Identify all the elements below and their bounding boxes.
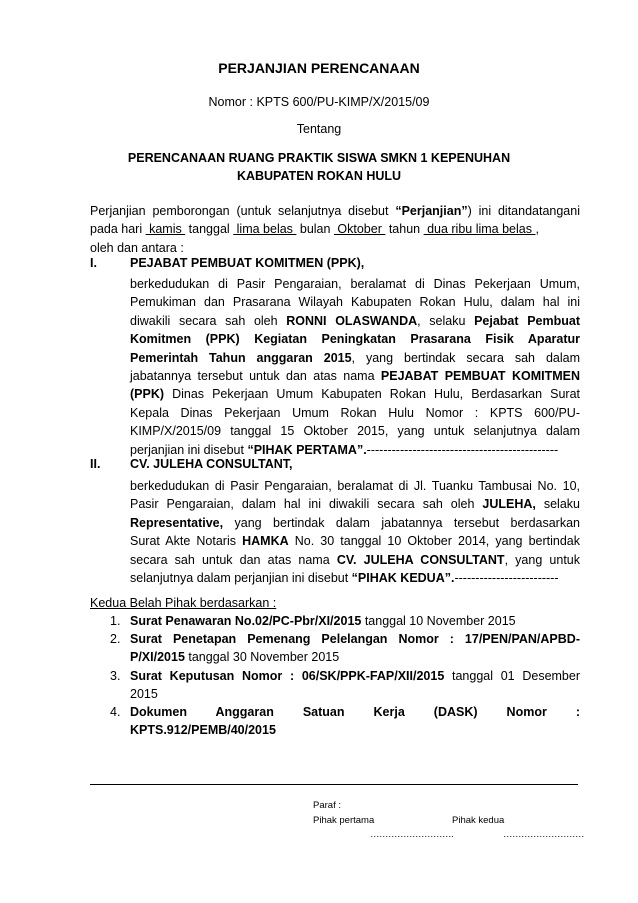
intro-paragraph: [90, 202, 580, 257]
party2-text: No. 30 tanggal 10 Oktober 2014, yang bertindak: [288, 534, 580, 549]
party1-role: Pejabat Pembuat: [474, 313, 580, 328]
party1-text: Dinas Pekerjaan Umum Kabupaten Rokan Hulu, Berdasarkan Surat: [164, 387, 580, 402]
party1-line: [130, 312, 580, 330]
party2-line: [130, 569, 580, 587]
basis-item-4: [110, 703, 580, 740]
pihak-pertama-label: Pihak pertama: [313, 815, 375, 826]
party1-representative: RONNI OLASWANDA: [286, 313, 418, 328]
party1-text: , yang bertindak secara sah dalam: [351, 350, 580, 365]
document-title: PERJANJIAN PERENCANAAN: [218, 60, 420, 76]
party2-text: selaku: [535, 497, 580, 512]
party2-text: yang bertindak dalam jabatannya tersebut berdasarkan: [223, 515, 580, 530]
list-number: 1.: [110, 614, 121, 628]
tentang-label: Tentang: [296, 122, 342, 136]
list-number: 3.: [110, 669, 121, 683]
basis-item-2: [110, 630, 580, 667]
list-item-text: 2015: [130, 687, 158, 702]
party2-line: [130, 532, 580, 550]
list-item-text: Surat Penetapan Pemenang Pelelangan Nomor : 17/PEN/PAN/APBD-: [130, 632, 580, 646]
list-item-date: tanggal 30 November 2015: [184, 650, 340, 665]
party1-office: (PPK): [130, 387, 165, 402]
party2-text: Pasir Pengaraian, dalam hal ini diwakili secara sah oleh: [130, 497, 483, 512]
party2-role: Representative,: [130, 515, 224, 530]
party2-text: Surat Akte Notaris: [130, 534, 243, 549]
basis-item-3: [110, 667, 580, 704]
basis-heading: Kedua Belah Pihak berdasarkan :: [90, 596, 277, 610]
signature-line-pihak-kedua: ………………………: [503, 829, 584, 840]
party2-company: CV. JULEHA CONSULTANT: [336, 552, 505, 567]
party1-line: [130, 367, 580, 385]
party1-alias: “PIHAK PERTAMA”.: [247, 442, 367, 457]
list-item-text: [130, 667, 580, 685]
list-item-text: [130, 612, 580, 630]
intro-day: kamis: [145, 222, 186, 237]
intro-line-2: [90, 220, 580, 238]
party1-body: [130, 275, 580, 459]
party1-text: diwakili secara sah oleh: [130, 313, 287, 328]
party1-line: Komitmen (PPK) Kegiatan Peningkatan Prasarana Fisik Aparatur: [130, 332, 580, 347]
intro-text: pada hari: [90, 222, 146, 237]
party2-text: selanjutnya dalam perjanjian ini disebut: [130, 571, 352, 586]
list-number: 2.: [110, 632, 121, 646]
party1-line: Pemukiman dan Prasarana Wilayah Kabupaten Rokan Hulu, dalam hal ini: [130, 295, 580, 310]
intro-text: ) ini ditandatangani: [467, 204, 580, 218]
basis-item-1: [110, 612, 580, 630]
subject-line-1: PERENCANAAN RUANG PRAKTIK SISWA SMKN 1 KEPENUHAN: [127, 151, 511, 165]
party1-line: KIMP/X/2015/09 tanggal 15 Oktober 2015, yang untuk selanjutnya dalam: [130, 424, 580, 439]
list-item-ref: Surat Keputusan Nomor : 06/SK/PPK-FAP/XII/2015: [130, 669, 445, 683]
intro-text: Perjanjian pemborongan (untuk selanjutnya disebut: [90, 204, 396, 218]
intro-month: Oktober: [333, 222, 386, 237]
notary-name: HAMKA: [242, 534, 289, 549]
document-number: Nomor : KPTS 600/PU-KIMP/X/2015/09: [208, 95, 430, 109]
party2-alias: “PIHAK KEDUA”.: [351, 571, 455, 586]
footer-divider: [90, 784, 578, 785]
document-subject: [0, 149, 638, 185]
list-item-text: KPTS.912/PEMB/40/2015: [130, 723, 276, 738]
list-item-date: tanggal 10 November 2015: [361, 614, 516, 628]
intro-term: “Perjanjian”: [395, 204, 468, 218]
party2-text: secara sah untuk dan atas nama: [130, 552, 337, 567]
party1-marker: I.: [90, 256, 97, 270]
party1-role: Pemerintah Tahun anggaran 2015: [130, 350, 352, 365]
party2-body: [130, 477, 580, 587]
party1-office: PEJABAT PEMBUAT KOMITMEN: [380, 369, 580, 384]
party2-text: , yang untuk: [504, 552, 580, 567]
list-item-text: [130, 648, 580, 666]
list-number: 4.: [110, 705, 121, 719]
party2-marker: II.: [90, 457, 101, 471]
party1-text: perjanjian ini disebut: [130, 442, 248, 457]
signature-line-pihak-pertama: ……………………….: [370, 829, 454, 840]
subject-line-2: KABUPATEN ROKAN HULU: [236, 169, 402, 183]
party1-name: PEJABAT PEMBUAT KOMITMEN (PPK),: [130, 256, 365, 270]
party1-text: jabatannya tersebut untuk dan atas nama: [130, 369, 381, 384]
intro-text: tahun: [385, 222, 424, 237]
intro-year: dua ribu lima belas: [423, 222, 536, 237]
list-item-ref: P/XI/2015: [130, 650, 185, 665]
intro-line-1: [90, 202, 580, 220]
party2-line: [130, 551, 580, 569]
party1-line: Kepala Dinas Pekerjaan Umum Rokan Hulu Nomor : KPTS 600/PU-: [130, 405, 580, 420]
party1-text: , selaku: [417, 313, 475, 328]
party1-line: [130, 385, 580, 403]
party2-line: [130, 514, 580, 532]
dash-filler: -------------------------: [454, 571, 559, 586]
intro-text: bulan: [296, 222, 334, 237]
intro-line-3: oleh dan antara :: [90, 240, 184, 255]
party2-line: [130, 495, 580, 513]
pihak-kedua-label: Pihak kedua: [452, 815, 505, 826]
party2-line: berkedudukan di Pasir Pengaraian, beralamat di Jl. Tuanku Tambusai No. 10,: [130, 479, 580, 493]
intro-text: tanggal: [185, 222, 234, 237]
list-item-text: Dokumen Anggaran Satuan Kerja (DASK) Nomor :: [130, 705, 580, 719]
intro-date: lima belas: [233, 222, 297, 237]
intro-text: ,: [535, 222, 539, 237]
list-item-ref: Surat Penawaran No.02/PC-Pbr/XI/2015: [130, 614, 362, 628]
party1-line: [130, 349, 580, 367]
dash-filler: ----------------------------------------------: [366, 442, 559, 457]
paraf-label: Paraf :: [313, 800, 341, 811]
party2-name: CV. JULEHA CONSULTANT,: [130, 457, 293, 471]
party2-representative: JULEHA,: [482, 497, 536, 512]
list-item-date: tanggal 01 Desember: [444, 669, 581, 683]
party1-line: berkedudukan di Pasir Pengaraian, beralamat di Dinas Pekerjaan Umum,: [130, 277, 580, 291]
